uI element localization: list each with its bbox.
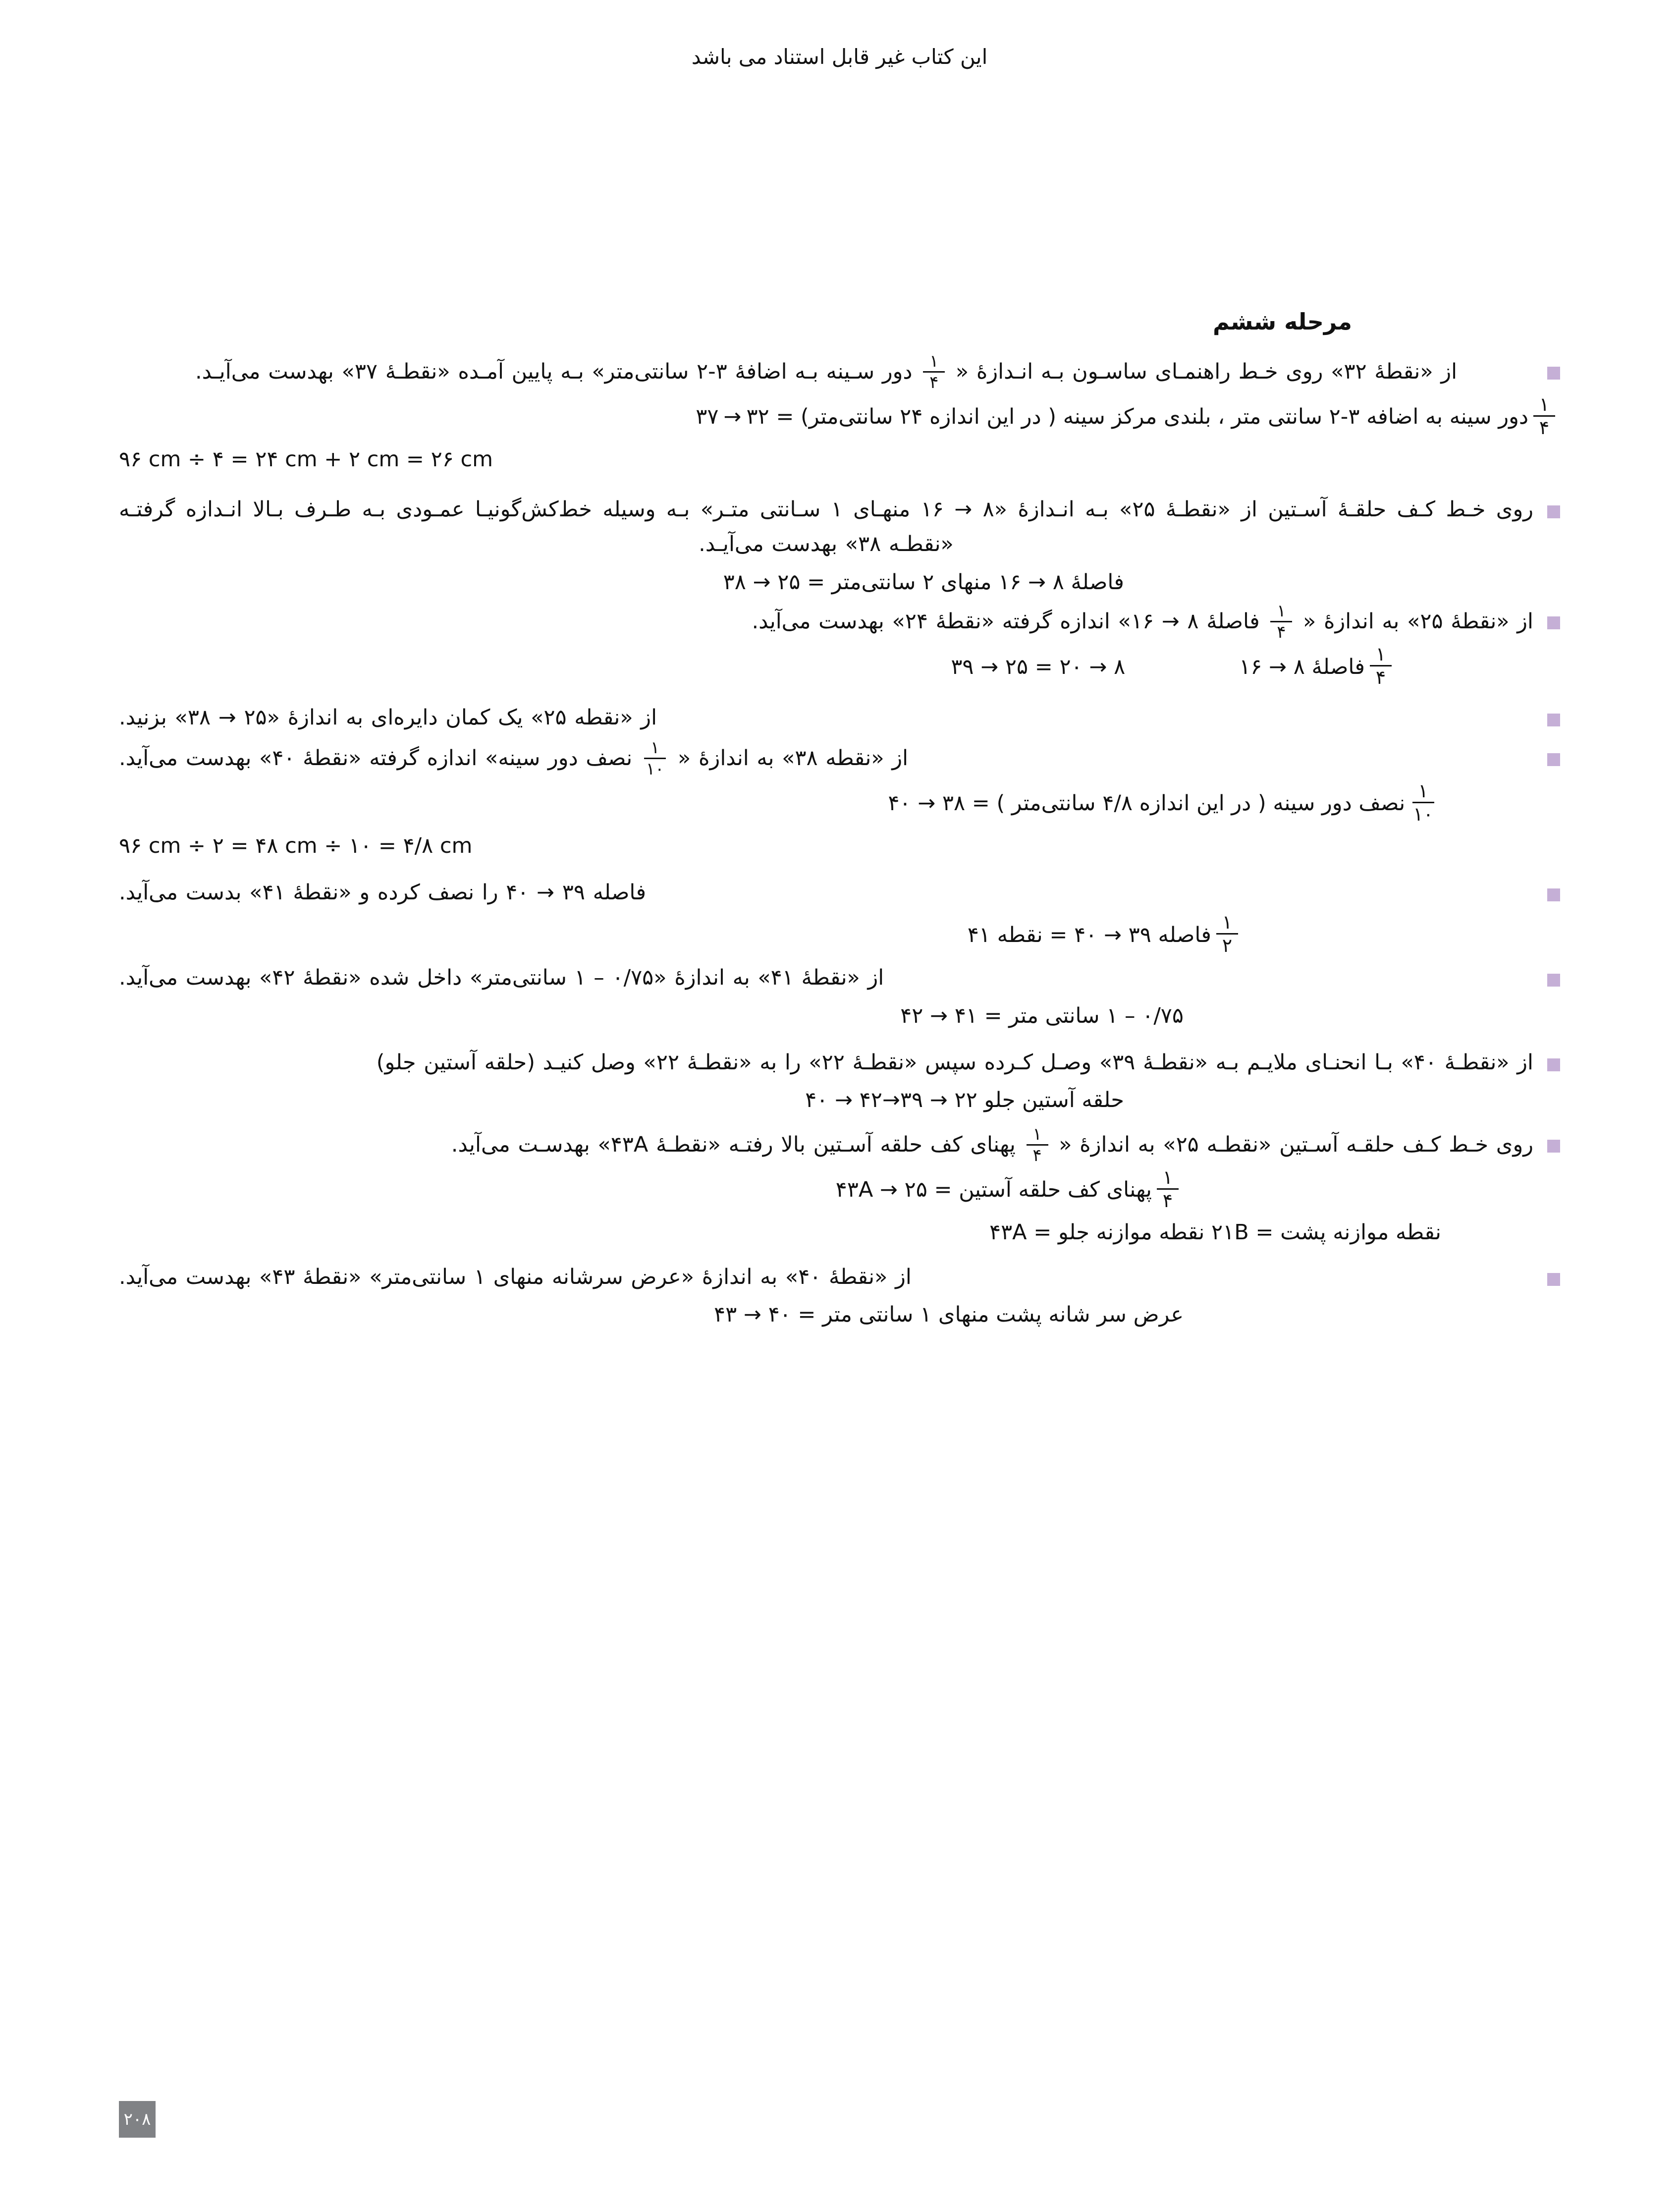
list-item: [119, 1046, 1560, 1080]
formula-text: ۰/۷۵ – ۱ سانتی متر = ۴۱ → ۴۲: [900, 1003, 1184, 1028]
square-bullet-icon: [1547, 505, 1560, 518]
fraction: [643, 739, 667, 777]
formula-line: [119, 999, 1560, 1033]
fraction-numerator: ۱: [1277, 601, 1286, 621]
square-bullet-icon: [1547, 1140, 1560, 1153]
square-bullet-icon: [1547, 1273, 1560, 1286]
fraction-denominator: ۴: [1162, 1189, 1173, 1212]
list-item-text-pre: روی خـط کـف حلقـه آسـتین «نقطـه ۲۵» به اندازهٔ «: [1051, 1132, 1533, 1157]
fraction-denominator: ۱۰: [1413, 803, 1433, 826]
list-item-text: از «نقطه ۲۵» یک کمان دایره‌ای به اندازهٔ «۲۵ → ۳۸» بزنید.: [119, 705, 657, 730]
fraction-denominator: ۴: [1277, 622, 1286, 643]
formula-line: [119, 1084, 1560, 1117]
formula-line: [119, 1298, 1560, 1331]
formula-text: ۹۶ cm ÷ ۴ = ۲۴ cm + ۲ cm = ۲۶ cm: [119, 446, 493, 472]
list-item-text-post: فاصلهٔ ۸ → ۱۶» اندازه گرفته «نقطهٔ ۲۴» بهدست می‌آید.: [752, 609, 1260, 634]
list-item-text-post: نصف دور سینه» اندازه گرفته «نقطهٔ ۴۰» بهدست می‌آید.: [119, 746, 633, 771]
fraction-numerator: ۱: [929, 351, 939, 371]
formula-text: نصف دور سینه ( در این اندازه ۴/۸ سانتی‌متر ) = ۳۸ → ۴۰: [888, 791, 1406, 816]
formula-line-latin: [119, 443, 1560, 476]
list-item-text-post: دور سـینه بـه اضافهٔ ۳-۲ سانتی‌متر» بـه پایین آمـده «نقطـهٔ ۳۷» بهدست می‌آیـد.: [195, 359, 913, 384]
list-item-text-pre: از «نقطه ۳۸» به اندازهٔ «: [678, 746, 909, 771]
square-bullet-icon: [1547, 367, 1560, 380]
page-number-badge: ۲۰۸: [119, 2101, 156, 2138]
fraction: [1533, 395, 1555, 437]
formula-text: پهنای کف حلقه آستین = ۴۳A → ۲۵: [835, 1177, 1152, 1203]
fraction-denominator: ۴: [1375, 666, 1386, 689]
fraction-numerator: ۱: [1418, 780, 1428, 802]
fraction: [923, 353, 945, 391]
fraction: [1157, 1168, 1179, 1210]
square-bullet-icon: [1547, 753, 1560, 766]
square-bullet-icon: [1547, 616, 1560, 629]
list-item-text: از «نقطهٔ ۴۰» به اندازهٔ «عرض سرشانه منهای ۱ سانتی‌متر» «نقطهٔ ۴۳» بهدست می‌آید.: [119, 1264, 912, 1289]
list-item: [119, 740, 1560, 778]
fraction-denominator: ۴: [929, 372, 939, 392]
running-header: این کتاب غیر قابل استناد می باشد: [691, 45, 988, 69]
list-item: [119, 961, 1560, 995]
formula-text: عرض سر شانه پشت منهای ۱ سانتی متر = ۴۰ → ۴۳: [713, 1302, 1184, 1327]
fraction-numerator: ۱: [1032, 1124, 1042, 1144]
list-item: [119, 493, 1560, 561]
list-item-text-post: پهنای کف حلقه آسـتین بالا رفتـه «نقطـهٔ ۴۳A» بهدسـت می‌آید.: [451, 1132, 1016, 1157]
formula-text-second: ۸ → ۲۰ = ۲۵ → ۳۹: [951, 654, 1126, 679]
formula-tail: ۳۷: [696, 404, 719, 429]
page-content: [119, 307, 1560, 1336]
formula-line: [119, 1166, 1560, 1212]
fraction-denominator: ۴: [1032, 1145, 1042, 1165]
formula-line: [119, 566, 1560, 599]
list-item: [119, 601, 1560, 643]
square-bullet-icon: [1547, 888, 1560, 901]
list-item: [119, 351, 1560, 392]
formula-text: دور سینه به اضافه ۳-۲ سانتی متر ، بلندی مرکز سینه ( در این اندازه ۲۴ سانتی‌متر) = ۳۲: [746, 404, 1528, 429]
fraction: [1027, 1126, 1048, 1164]
square-bullet-icon: [1547, 974, 1560, 987]
list-item-text-pre: از «نقطهٔ ۲۵» به اندازهٔ «: [1295, 609, 1533, 634]
list-item-text-pre: از «نقطهٔ ۳۲» روی خـط راهنمـای ساسـون بـه انـدازهٔ «: [955, 359, 1458, 384]
list-item-text: روی خـط کـف حلقـهٔ آسـتین از «نقطـهٔ ۲۵» بـه انـدازهٔ «۸ → ۱۶ منهـای ۱ سـانتی متـر» بـه وسیله خط‌کش‌گونیـا عمـودی بـه طـرف بـالا انـدازه گرفتـه «نقطـه ۳۸» بهدست می‌آیـد.: [119, 497, 1533, 557]
list-item-text: فاصله ۳۹ → ۴۰ را نصف کرده و «نقطهٔ ۴۱» بدست می‌آید.: [119, 880, 647, 905]
formula-line: [119, 393, 1560, 439]
formula-text: حلقه آستین جلو ۲۲ → ۳۹→۴۲ → ۴۰: [805, 1088, 1124, 1113]
list-item: [119, 876, 1560, 910]
square-bullet-icon: [1547, 714, 1560, 726]
fraction-denominator: ۱۰: [646, 759, 664, 779]
formula-text: فاصله ۳۹ → ۴۰ = نقطه ۴۱: [967, 922, 1211, 947]
fraction-denominator: ۴: [1539, 416, 1550, 439]
fraction-numerator: ۱: [1539, 393, 1550, 415]
fraction: [1370, 645, 1392, 687]
list-item-text: از «نقطـهٔ ۴۰» بـا انحنـای ملایـم بـه «نقطـهٔ ۳۹» وصـل کـرده سپس «نقطـهٔ ۲۲» را به «نقطـهٔ ۲۲» وصل کنیـد (حلقه آستین جلو): [376, 1050, 1533, 1075]
page-title: مرحله ششم: [1212, 308, 1352, 335]
formula-text: نقطه موازنه پشت = ۲۱B نقطه موازنه جلو = ۴۳A: [989, 1219, 1441, 1245]
formula-line: [119, 911, 1560, 957]
arrow-icon: →: [723, 404, 742, 429]
formula-line-latin: [119, 830, 1560, 863]
fraction: [1410, 781, 1436, 824]
list-item-text: از «نقطهٔ ۴۱» به اندازهٔ «۰/۷۵ – ۱ سانتی‌متر» داخل شده «نقطهٔ ۴۲» بهدست می‌آید.: [119, 965, 884, 991]
fraction-denominator: ۲: [1222, 935, 1233, 957]
formula-text: ۹۶ cm ÷ ۲ = ۴۸ cm ÷ ۱۰ = ۴/۸ cm: [119, 833, 473, 859]
fraction-numerator: ۱: [1375, 643, 1386, 665]
formula-text: فاصلهٔ ۸ → ۱۶: [1239, 654, 1365, 679]
fraction-numerator: ۱: [1222, 911, 1233, 934]
fraction-numerator: ۱: [650, 738, 660, 758]
list-item: [119, 701, 1560, 735]
square-bullet-icon: [1547, 1058, 1560, 1071]
fraction-numerator: ۱: [1162, 1166, 1173, 1188]
formula-line: [119, 782, 1560, 825]
fraction: [1270, 603, 1292, 641]
list-item: [119, 1124, 1560, 1165]
formula-line: [119, 643, 1560, 689]
formula-text: فاصلهٔ ۸ → ۱۶ منهای ۲ سانتی‌متر = ۲۵ → ۳۸: [723, 569, 1124, 595]
fraction: [1216, 913, 1238, 955]
list-item: [119, 1260, 1560, 1295]
formula-line: [119, 1216, 1560, 1249]
